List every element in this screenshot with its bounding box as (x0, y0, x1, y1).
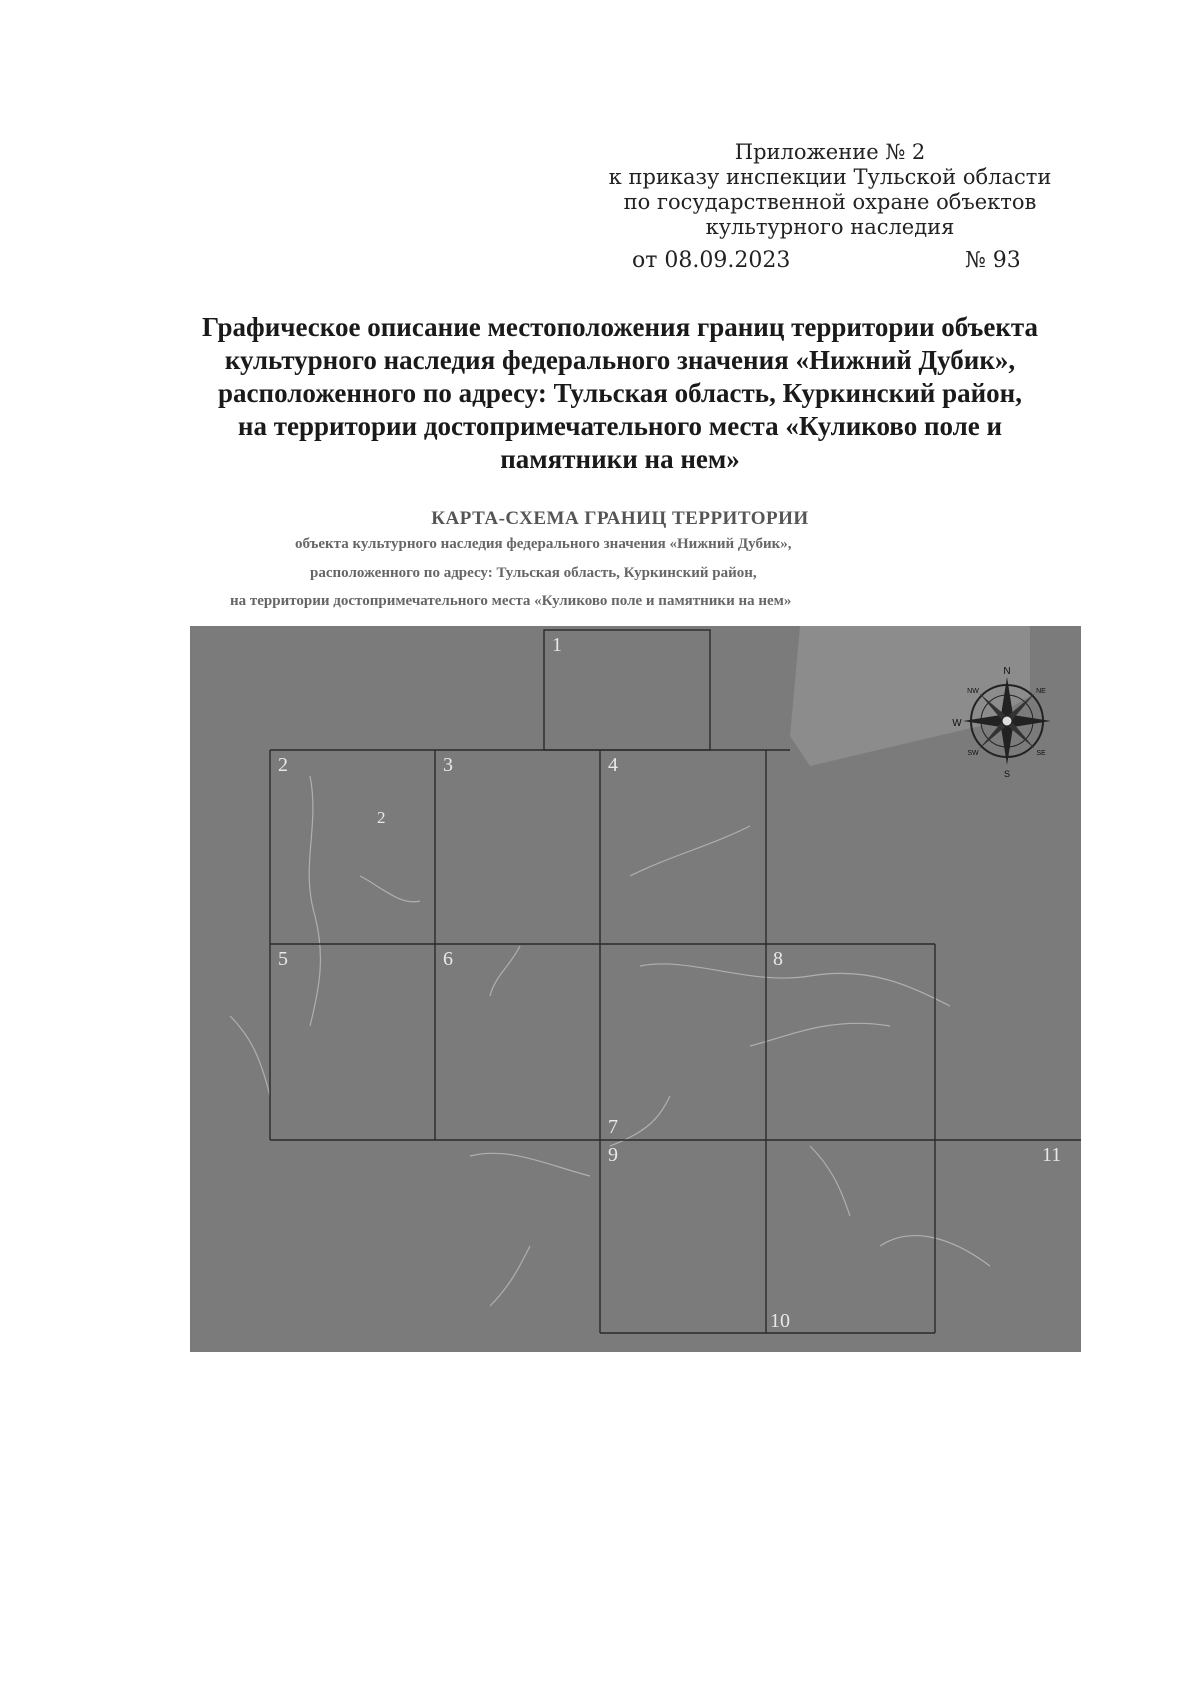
sheet-number-5: 5 (278, 948, 288, 970)
map-subheading: объекта культурного наследия федерального значения «Нижний Дубик», (295, 536, 792, 552)
title-line: расположенного по адресу: Тульская область, Куркинский район, (218, 378, 1022, 408)
sheet-number-6: 6 (443, 948, 453, 970)
sheet-number-7: 7 (608, 1116, 618, 1138)
compass-w-label: W (952, 718, 962, 729)
map-drawing (190, 626, 1081, 1352)
sheet-number-3: 3 (443, 754, 453, 776)
map-subheading: расположенного по адресу: Тульская область, Куркинский район, (310, 565, 757, 581)
appendix-title: Приложение № 2 (734, 140, 926, 164)
order-number: № 93 (965, 248, 1021, 273)
terrain-lines (230, 776, 990, 1306)
compass-sw-label: SW (967, 750, 979, 757)
appendix-header (560, 140, 1100, 240)
appendix-order-ref-2: по государственной охране объектов (623, 190, 1037, 214)
title-line: на территории достопримечательного места «Куликово поле и (237, 411, 1003, 441)
compass-se-label: SE (1036, 750, 1046, 757)
appendix-order-ref: к приказу инспекции Тульской области (608, 165, 1052, 189)
map-annotation: 2 (377, 808, 386, 827)
document-title (160, 311, 1080, 476)
compass-n-label: N (1003, 666, 1011, 677)
sheet-number-8: 8 (773, 948, 783, 970)
compass-ne-label: NE (1036, 688, 1046, 695)
map-texture (790, 626, 1030, 766)
map-heading: КАРТА-СХЕМА ГРАНИЦ ТЕРРИТОРИИ (431, 508, 809, 529)
sheet-number-4: 4 (608, 754, 618, 776)
sheet-number-1: 1 (552, 634, 562, 656)
map-scheme (190, 626, 1081, 1352)
appendix-order-ref-3: культурного наследия (705, 215, 955, 239)
map-subheading: на территории достопримечательного места «Куликово поле и памятники на нем» (230, 593, 792, 609)
sheet-number-9: 9 (608, 1144, 618, 1166)
title-line: Графическое описание местоположения границ территории объекта (202, 312, 1038, 342)
sheet-number-11: 11 (1042, 1144, 1062, 1166)
title-line: памятники на нем» (500, 444, 740, 474)
sheet-number-2: 2 (278, 754, 288, 776)
title-line: культурного наследия федерального значения «Нижний Дубик», (224, 345, 1016, 375)
compass-s-label: S (1003, 769, 1011, 779)
order-date: от 08.09.2023 (632, 248, 791, 273)
compass-nw-label: NW (967, 688, 979, 695)
sheet-grid (270, 630, 1081, 1333)
sheet-number-10: 10 (770, 1310, 790, 1332)
